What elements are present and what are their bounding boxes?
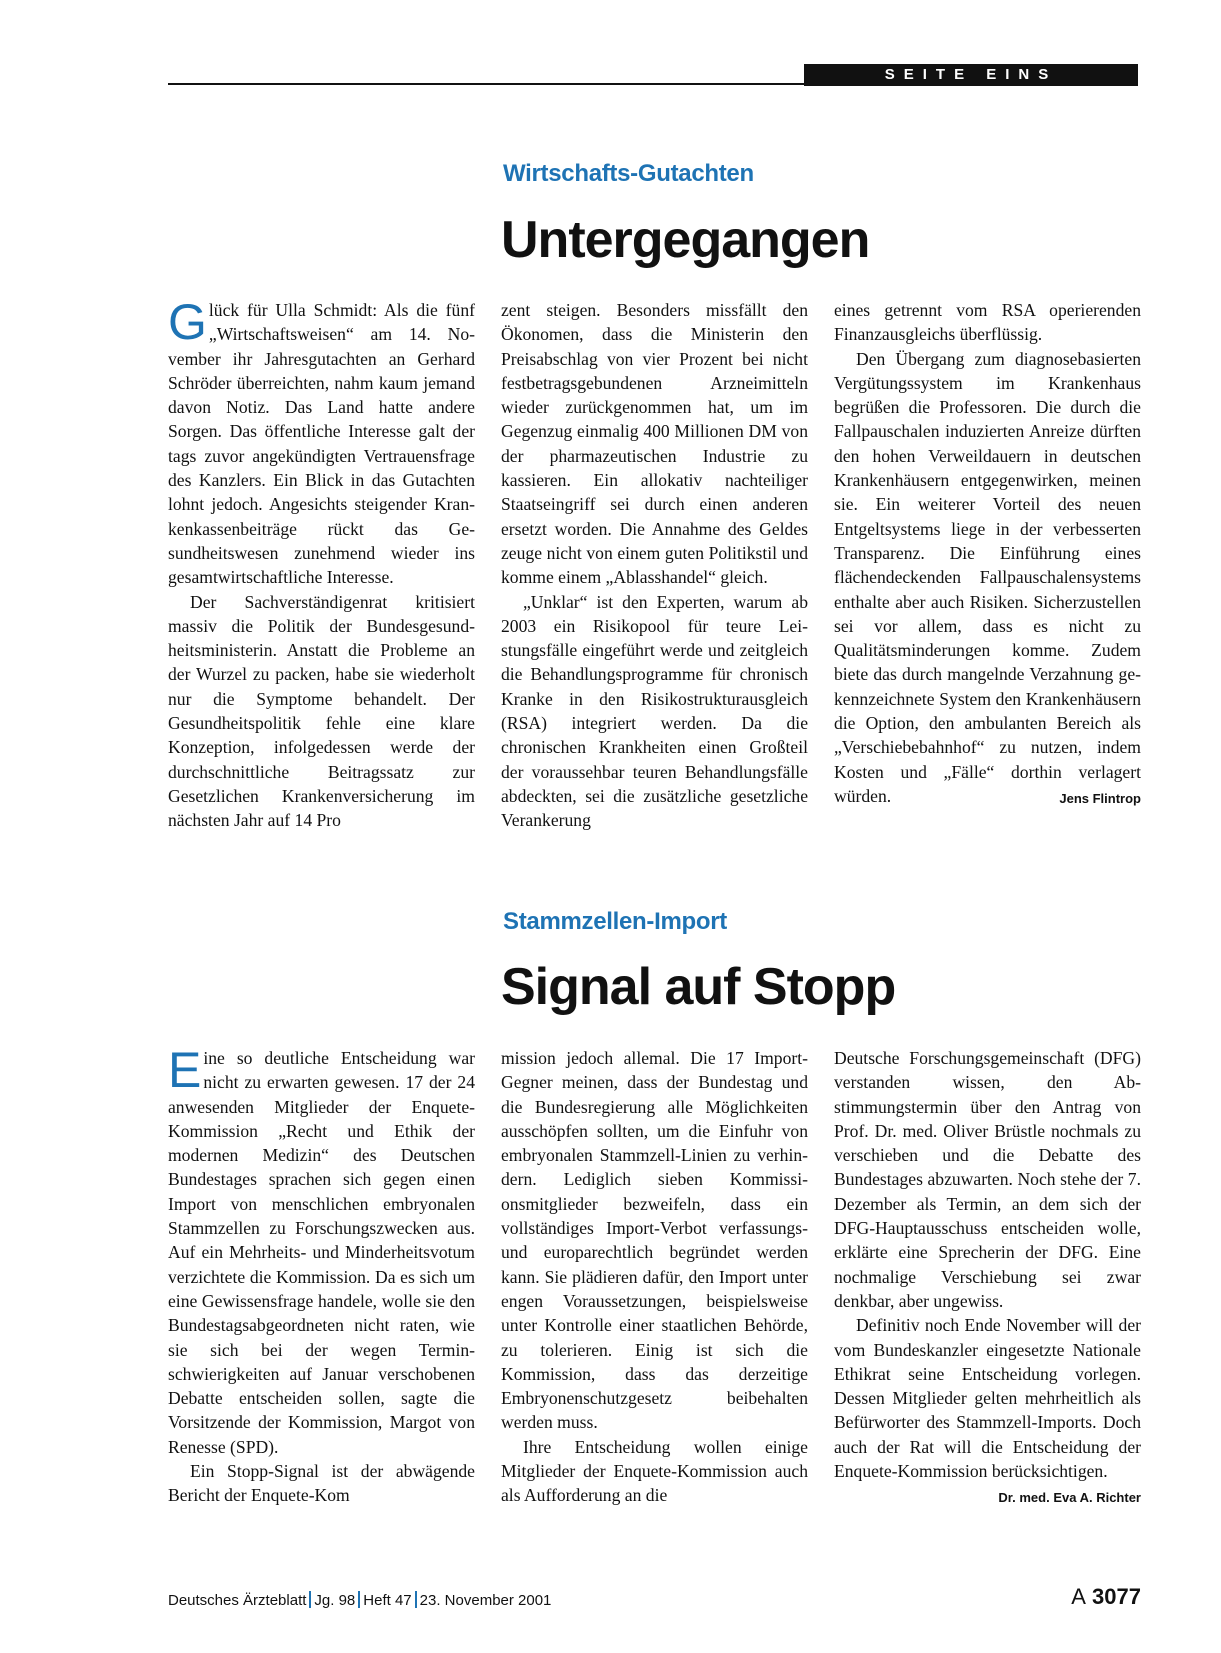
- page-number-value: 3077: [1092, 1584, 1141, 1609]
- paragraph-text: lück für Ulla Schmidt: Als die fünf „Wirtschaftsweisen“ am 14. November ihr Jahresgutachten an Gerhard Schröder überreichten, nahm kaum jemand davon Notiz. Das Land hatte andere Sorgen. Das öffentliche Interesse galt der tags zuvor angekündigten Vertrauensfrage des Kanzlers. Ein Blick in das Gutachten lohnt jedoch. Angesichts steigender Krankenkassenbeiträge rückt das Gesundheitswesen zunehmend wieder ins gesamtwirtschaftliche Interesse.: [168, 300, 475, 588]
- issue: Heft 47: [363, 1592, 412, 1609]
- drop-cap: G: [168, 294, 207, 350]
- journal-name: Deutsches Ärzteblatt: [168, 1592, 307, 1609]
- section-label: SEITE EINS: [804, 64, 1138, 86]
- divider: [309, 1591, 311, 1608]
- article2-kicker: Stammzellen-Import: [503, 908, 727, 935]
- paragraph: [168, 294, 475, 590]
- paragraph-text: ine so deutliche Entscheidung war nicht zu erwarten gewesen. 17 der 24 anwesenden Mitglieder der Enquete-Kommission „Recht und Ethik der modernen Medizin“ des Deutschen Bundestages sprachen sich gegen einen Import von menschlichen embryonalen Stammzellen zu Forschungszwecken aus. Auf ein Mehrheits- und Minderheitsvotum verzichtete die Kommission. Da es sich um eine Gewissensfrage handele, wolle sie den Bundestagsabgeordneten nicht raten, wie sie sich bei der wegen Terminschwierigkeiten auf Januar verschobenen Debatte entscheiden sollen, sagte die Vorsitzende der Kommission, Margot von Renesse (SPD).: [168, 1048, 475, 1457]
- paragraph: [834, 1313, 1141, 1506]
- paragraph: zent steigen. Besonders missfällt den Ökonomen, dass die Ministerin den Preisabschlag von vier Prozent bei nicht festbetragsgebundenen Arzneimitteln wieder zurückgenommen hat, um im Gegenzug einmalig 400 Millionen DM von der pharmazeutischen Industrie zu kassieren. Ein allokativ nachteiliger Staatseingriff sei durch einen anderen ersetzt worden. Die Annahme des Geldes zeuge nicht von einem guten Politikstil und komme einem „Ablasshandel“ gleich.: [501, 300, 808, 588]
- paragraph: „Unklar“ ist den Experten, warum ab 2003 ein Risikopool für teure Leistungsfälle eingeführt werde und zeitgleich die Behandlungsprogramme für chronisch Kranke in den Risikostrukturausgleich (RSA) integriert werden. Da die chronischen Krankheiten einen Großteil der voraussehbar teuren Behandlungsfälle abdeckten, sei die zusätzliche gesetzliche Verankerung: [501, 591, 808, 831]
- divider: [358, 1591, 360, 1608]
- header-rule: [168, 83, 804, 85]
- article1-column-2: [501, 298, 808, 833]
- paragraph-text: Den Übergang zum diagnosebasierten Vergütungssystem im Krankenhaus begrüßen die Professoren. Die durch die Fallpauschalen induzierten Anreize dürften den hohen Verweildauern in deutschen Krankenhäusern entgegenwirken, meinen sie. Ein weiterer Vorteil des neuen Entgeltsystems liege in der verbesserten Transparenz. Die Einführung eines flächendeckenden Fallpauschalensystems enthalte aber auch Risiken. Sicherzustellen sei vor allem, dass es nicht zu Qualitätsminderungen komme. Zudem biete das durch mangelnde Verzahnung gekennzeichnete System den Krankenhäusern die Option, den ambulanten Bereich als „Verschiebebahnhof“ zu nutzen, indem Kosten und „Fälle“ dorthin verlagert würden.: [834, 348, 1141, 806]
- author-byline: Dr. med. Eva A. Richter: [998, 1490, 1141, 1506]
- paragraph: [168, 1042, 475, 1459]
- drop-cap: E: [168, 1042, 202, 1098]
- article1-column-3: [834, 298, 1141, 811]
- paragraph: eines getrennt vom RSA operierenden Finanzausgleichs überflüssig.: [834, 300, 1141, 345]
- page-number: [1071, 1584, 1141, 1610]
- paragraph: [834, 347, 1141, 809]
- paragraph-text: Definitiv noch Ende November will der vom Bundeskanzler eingesetzte Nationale Ethikrat seine Entscheidung vorlegen. Dessen Mitglieder gelten mehrheitlich als Befürworter des Stammzell-Imports. Doch auch der Rat will die Entscheidung der Enquete-Kommission berücksichtigen.: [834, 1315, 1141, 1482]
- article1-headline: Untergegangen: [501, 211, 870, 269]
- paragraph: mission jedoch allemal. Die 17 Import-Gegner meinen, dass der Bundestag und die Bundesregierung alle Möglichkeiten ausschöpfen sollten, um die Einfuhr von embryonalen Stammzell-Linien zu verhindern. Lediglich sieben Kommissionsmitglieder bezweifeln, dass ein vollständiges Import-Verbot verfassungs- und europarechtlich begründet werden kann. Sie plädieren dafür, den Import unter engen Voraussetzungen, beispielsweise unter Kontrolle einer staatlichen Behörde, zu tolerieren. Einig ist sich die Kommission, dass das derzeitige Embryonenschutzgesetz beibehalten werden muss.: [501, 1048, 808, 1433]
- article2-column-2: [501, 1046, 808, 1508]
- issue-date: 23. November 2001: [419, 1592, 552, 1609]
- article1-kicker: Wirtschafts-Gutachten: [503, 160, 754, 187]
- paragraph: Ihre Entscheidung wollen einige Mitglieder der Enquete-Kommission auch als Aufforderung an die: [501, 1436, 808, 1506]
- page-prefix: A: [1071, 1584, 1086, 1609]
- paragraph: Der Sachverständigenrat kritisiert massiv die Politik der Bundesgesundheitsministerin. Anstatt die Probleme an der Wurzel zu packen, habe sie wiederholt nur die Symptome behandelt. Der Gesundheitspolitik fehle eine klare Konzeption, infolgedessen werde der durchschnittliche Beitragssatz zur Gesetzlichen Krankenversicherung im nächsten Jahr auf 14 Pro: [168, 591, 475, 831]
- volume: Jg. 98: [314, 1592, 356, 1609]
- article1-column-1: [168, 294, 475, 833]
- article2-headline: Signal auf Stopp: [501, 958, 896, 1016]
- divider: [415, 1591, 417, 1608]
- paragraph: Ein Stopp-Signal ist der abwägende Bericht der Enquete-Kom: [168, 1461, 475, 1506]
- paragraph: Deutsche Forschungsgemeinschaft (DFG) verstanden wissen, den Abstimmungstermin über den Antrag von Prof. Dr. med. Oliver Brüstle nochmals zu verschieben und die Debatte des Bundestages abzuwarten. Noch stehe der 7. Dezember als Termin, an dem sich der DFG-Hauptausschuss entscheiden wolle, erklärte eine Sprecherin der DFG. Eine nochmalige Verschiebung sei zwar denkbar, aber ungewiss.: [834, 1048, 1141, 1311]
- article2-column-3: [834, 1046, 1141, 1511]
- author-byline: Jens Flintrop: [1059, 790, 1141, 806]
- footer: [168, 1591, 551, 1609]
- article2-column-1: [168, 1042, 475, 1508]
